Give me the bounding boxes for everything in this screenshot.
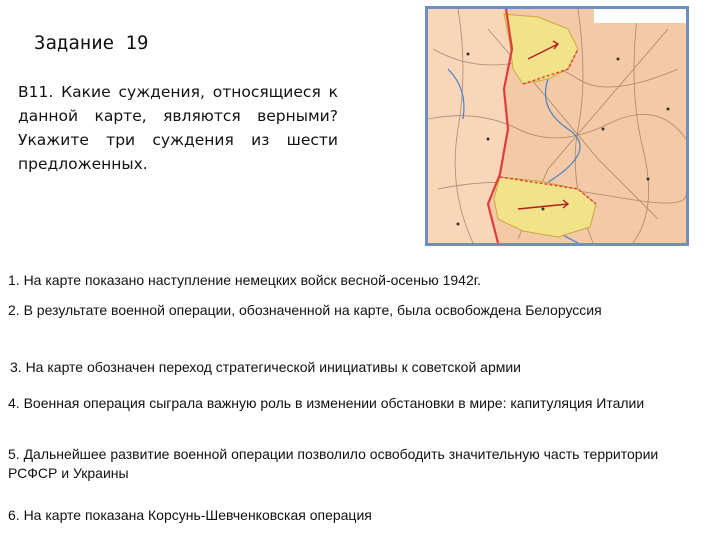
- option-4: 4. Военная операция сыграла важную роль в изменении обстановки в мире: капитуляция Италии: [8, 395, 645, 411]
- option-6: 6. На карте показана Корсунь-Шевченковская операция: [8, 507, 372, 523]
- option-2: 2. В результате военной операции, обозначенной на карте, была освобождена Белоруссия: [8, 302, 602, 318]
- military-map-icon: [428, 9, 686, 243]
- military-map: [425, 6, 689, 246]
- option-1: 1. На карте показано наступление немецких войск весной-осенью 1942г.: [8, 272, 482, 288]
- option-5: 5. Дальнейшее развитие военной операции позволило освободить значительную часть территории РСФСР и Украины: [8, 446, 659, 481]
- task-title: Задание 19: [34, 32, 149, 54]
- option-3: 3. На карте обозначен переход стратегической инициативы к советской армии: [10, 359, 521, 375]
- question-text: В11. Какие суждения, относящиеся к данной карте, являются верными? Укажите три суждения из шести предложенных.: [18, 83, 338, 173]
